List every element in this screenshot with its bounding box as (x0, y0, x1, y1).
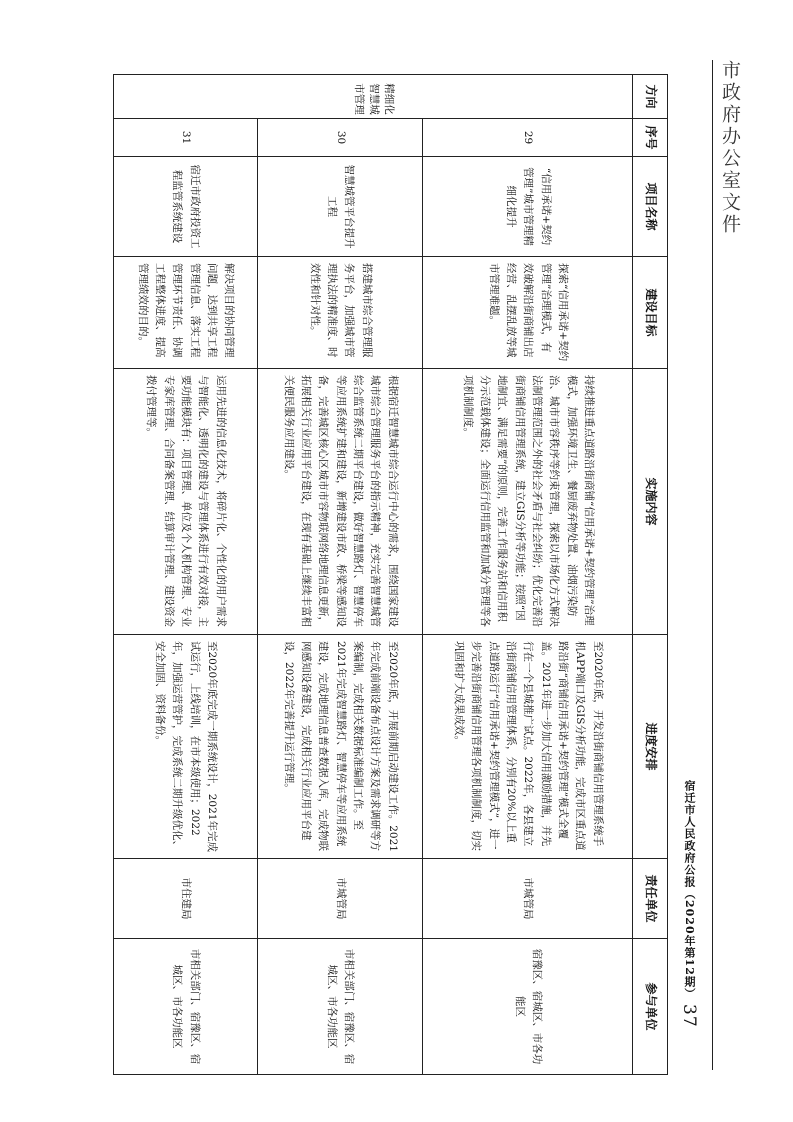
column-header: 进度安排 (633, 635, 668, 859)
project-goal: 搭建城市综合管理服务平台，加强城市管理执法的精准度、时效性和针对性。 (257, 257, 423, 369)
header-rule (712, 60, 713, 1070)
responsible-unit: 市城管局 (257, 859, 423, 939)
project-name: “信用承诺+契约管理”城市管理精细化提升 (423, 157, 633, 257)
document-header: 市政府办公室文件 (719, 60, 741, 236)
column-header: 参与单位 (633, 939, 668, 1075)
page-number: 37 (679, 1003, 699, 1028)
project-content: 持续推进重点道路沿街商铺“信用承诺+契约管理”治理模式，加强环境卫生、餐厨废弃物处置、油烟污染防治、城市市容秩序等约束管理，探索以市场化方式解决法制管理范围之外的社会矛盾与社会纠纷；优化完善沿街商铺信用管理系统，建立GIS分析等功能；按照“因地制宜、满足需要”的原则，完善工作服务站和信用积分示范载体建设；全面运行信用监管和加减分管理等各项机制制度。 (423, 369, 633, 635)
project-name: 宿迁市政府投资工程监管系统建设 (114, 157, 258, 257)
responsible-unit: 市住建局 (114, 859, 258, 939)
participating-units: 市相关部门、宿豫区、宿城区、市各功能区 (257, 939, 423, 1075)
column-header: 序号 (633, 119, 668, 157)
direction-label: 精细化智慧城市管理 (353, 83, 395, 115)
row-number: 30 (257, 119, 423, 157)
column-header: 责任单位 (633, 859, 668, 939)
table-row (257, 75, 423, 1075)
table-row (423, 75, 633, 1075)
column-header: 项目名称 (633, 157, 668, 257)
rotated-page-content (113, 74, 668, 1074)
row-number: 29 (423, 119, 633, 157)
footer-publication: 宿迁市人民政府公报（2020年第12期） (683, 780, 696, 1000)
table-header-row (633, 75, 668, 1075)
project-schedule: 至2020年底完成一期系统设计，2021年完成试运行，上线培训，在市本级使用；2022年，加强运营管护，完成系统二期升级优化、安全加固、资料备份。 (114, 635, 258, 859)
column-header: 建设目标 (633, 257, 668, 369)
row-number: 31 (114, 119, 258, 157)
project-content: 根据宿迁智慧城市综合运行中心的需求，围绕国家建设城市综合管理服务平台的指示精神，充实完善智慧城管综合监管系统二期平台建设，做好智慧路灯、智慧停车等应用系统扩建和建设，新增建设市政、桥梁等感知设备，完善城区核心区城市市容物联网络地理信息更新，拓展相关行业应用平台建设，在现有基础上继续丰富相关便民服务应用建设。 (257, 369, 423, 635)
column-header: 实施内容 (633, 369, 668, 635)
direction-cell (114, 75, 633, 119)
project-content: 运用先进的信息化技术，将碎片化、个性化的用户需求与智能化、透明化的建设与管理体系进行有效对接，主要功能模块有：项目管理、单位及个人机构管理、专业专家库管理、合同备案管理、结算审计管理、建设资金拨付管理等。 (114, 369, 258, 635)
column-header: 方向 (633, 75, 668, 119)
table-row (114, 75, 258, 1075)
page-footer (678, 780, 700, 1080)
project-table (113, 74, 668, 1075)
responsible-unit: 市城管局 (423, 859, 633, 939)
participating-units: 市相关部门、宿豫区、宿城区、市各功能区 (114, 939, 258, 1075)
project-goal: 探索“信用承诺+契约管理”治理模式，有效破解沿街商铺出店经营、乱摆乱放等城市管理难题。 (423, 257, 633, 369)
project-schedule: 至2020年底，开发沿街商铺信用管理系统手机APP端口及GIS分析功能，完成市区重点道路沿街“商铺信用承诺+契约管理”模式全覆盖。2021年进一步加大信用激励措施，并先行在一个县城推广试点。2022年，各县建立沿街商铺信用管理体系，分别有20%以上重点道路运行“信用承诺+契约管理模式”，进一步完善沿街商铺信用管理各项机制制度，切实巩固和扩大成果成效。 (423, 635, 633, 859)
project-goal: 解决项目的协同管理问题，达到共享工程管理信息、落实工程管理环节责任、协调工程整体进度、提高管理绩效的目的。 (114, 257, 258, 369)
participating-units: 宿豫区、宿城区、市各功能区 (423, 939, 633, 1075)
project-name: 智慧城管平台提升工程 (257, 157, 423, 257)
project-schedule: 至2020年底，开展前期启动建设工作。2021年完成前端设备布点设计方案及需求调研等方案编制，完成相关数据标准编制工作。至2021年完成智慧路灯、智慧停车等应用系统建设，完成地理信息普查数据入库，完成物联网感知设备建设，完成相关行业应用平台建设，2022年完善提升运行管理。 (257, 635, 423, 859)
